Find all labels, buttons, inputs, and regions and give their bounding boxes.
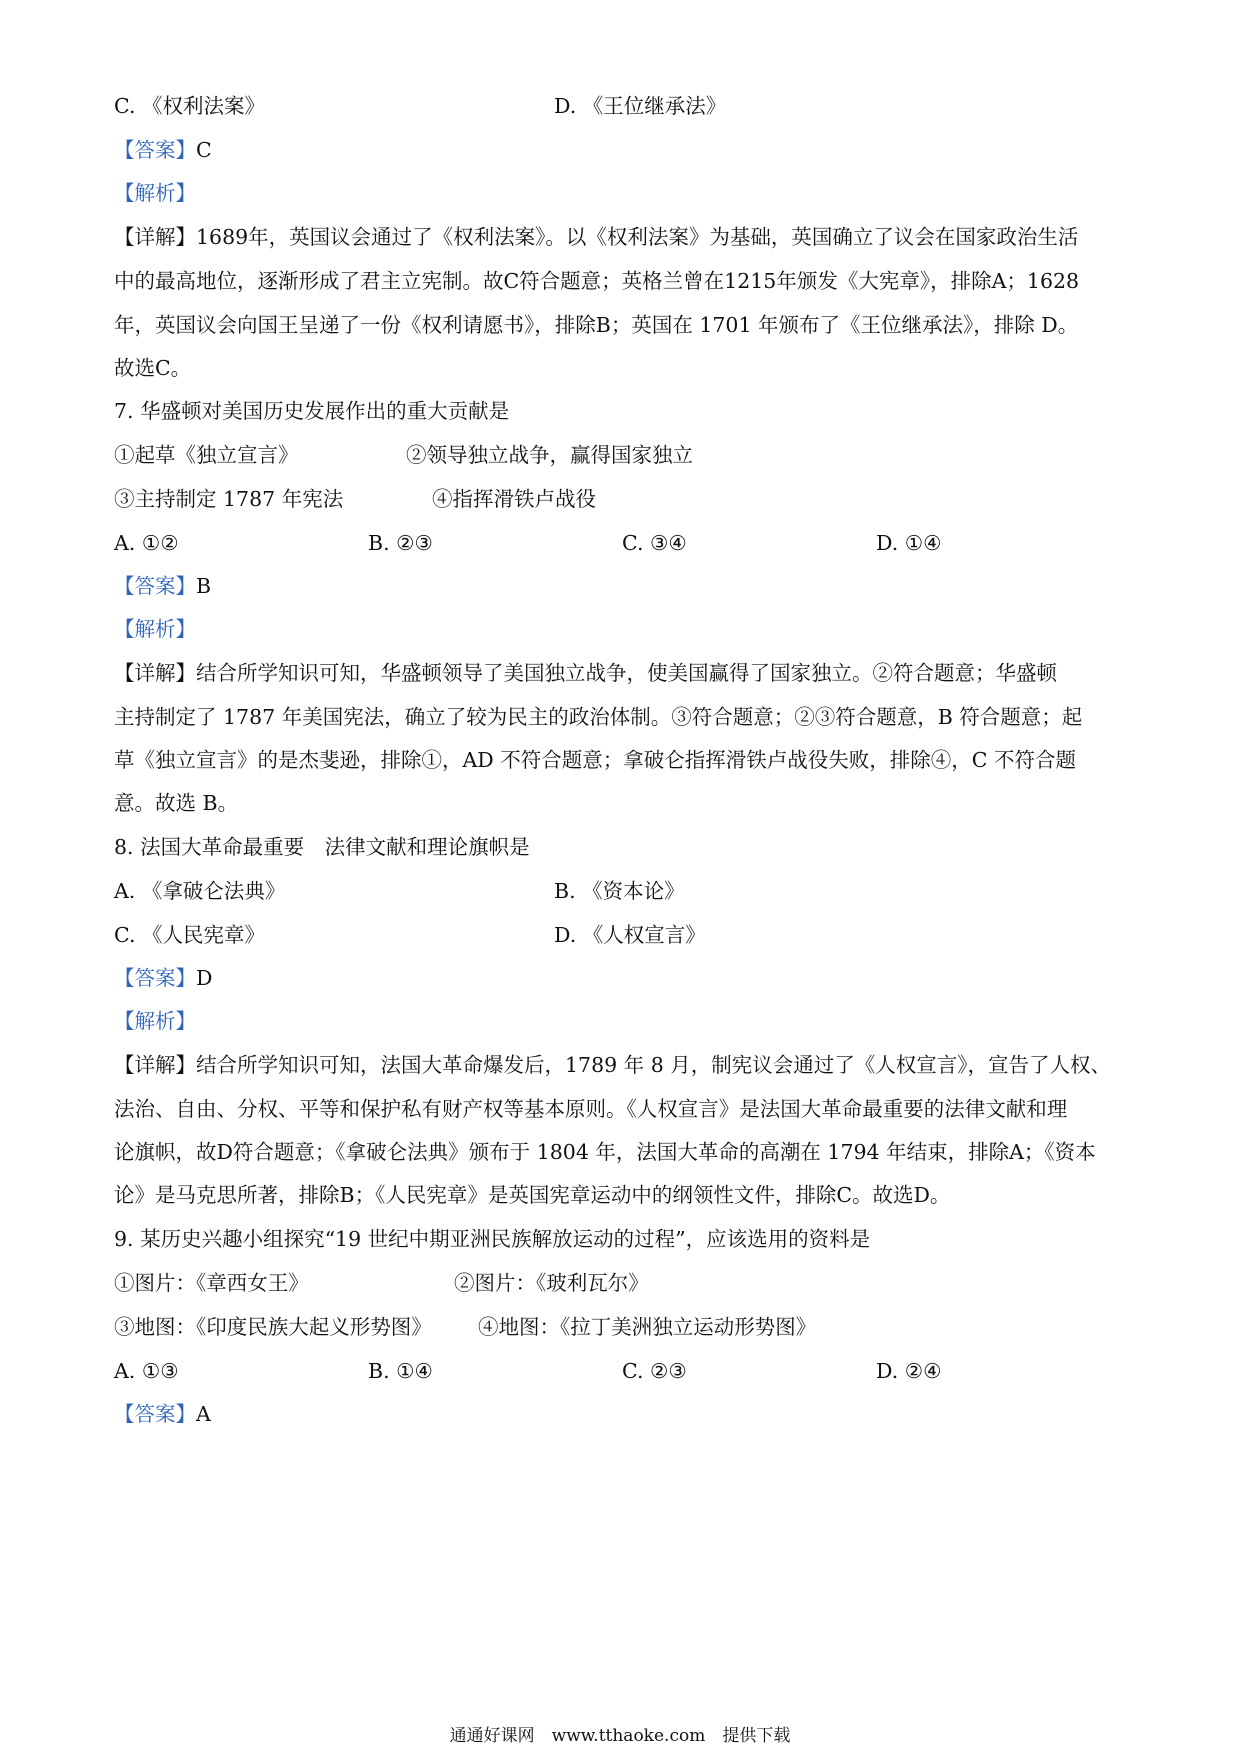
q8-detail-line-1	[114, 1045, 1134, 1085]
q7-items-row-2	[114, 479, 1134, 519]
q9-item-4: ④地图：《拉丁美洲独立运动形势图》	[478, 1315, 817, 1339]
q9-options-row	[114, 1351, 1134, 1391]
q7-item-3: ③主持制定 1787 年宪法	[114, 487, 344, 511]
q9-items-row-2	[114, 1307, 1134, 1347]
q8-option-d: D. 《人权宣言》	[554, 923, 706, 947]
q8-options-row-1	[114, 871, 1134, 911]
detail-tag: 【详解】	[114, 225, 196, 249]
q9-option-c: C. ②③	[622, 1359, 687, 1383]
q9-item-2: ②图片：《玻利瓦尔》	[454, 1271, 649, 1295]
q6-detail-line-2: 中的最高地位，逐渐形成了君主立宪制。故C符合题意；英格兰曾在1215年颁发《大宪章》，排除A；1628	[114, 269, 1080, 293]
q7-option-c: C. ③④	[622, 531, 687, 555]
q7-option-b: B. ②③	[368, 531, 433, 555]
answer-tag: 【答案】	[114, 138, 196, 162]
analysis-tag: 【解析】	[114, 1009, 196, 1033]
q7-options-row	[114, 523, 1134, 563]
q8-detail-line-3: 论旗帜，故D符合题意；《拿破仑法典》颁布于 1804 年，法国大革命的高潮在 1794 年结束，排除A；《资本	[114, 1140, 1096, 1164]
q8-detail-line-2: 法治、自由、分权、平等和保护私有财产权等基本原则。《人权宣言》是法国大革命最重要的法律文献和理	[114, 1097, 1068, 1121]
q7-items-row-1	[114, 435, 1134, 475]
q9-option-a: A. ①③	[114, 1359, 179, 1383]
q8-option-c: C. 《人民宪章》	[114, 923, 265, 947]
q9-answer	[114, 1394, 1134, 1434]
q6-options-row	[114, 86, 1134, 126]
q7-item-1: ①起草《独立宣言》	[114, 443, 299, 467]
answer-tag: 【答案】	[114, 574, 196, 598]
q7-detail-line-1	[114, 653, 1134, 693]
page-footer: 通通好课网 www.tthaoke.com 提供下载	[449, 1726, 791, 1746]
analysis-tag: 【解析】	[114, 617, 196, 641]
q8-stem: 8. 法国大革命最重要 法律文献和理论旗帜是	[114, 835, 530, 859]
q6-answer	[114, 130, 1134, 170]
q9-option-d: D. ②④	[876, 1359, 942, 1383]
q9-option-b: B. ①④	[368, 1359, 433, 1383]
q9-item-1: ①图片：《章西女王》	[114, 1271, 309, 1295]
q7-answer	[114, 566, 1134, 606]
q9-item-3: ③地图：《印度民族大起义形势图》	[114, 1315, 432, 1339]
q7-analysis	[114, 609, 1134, 649]
q9-stem: 9. 某历史兴趣小组探究“19 世纪中期亚洲民族解放运动的过程”，应该选用的资料是	[114, 1227, 871, 1251]
detail-text: 1689年，英国议会通过了《权利法案》。以《权利法案》为基础，英国确立了议会在国家政治生活	[196, 225, 1079, 249]
q7-detail-line-3: 草《独立宣言》的是杰斐逊，排除①，AD 不符合题意；拿破仑指挥滑铁卢战役失败，排除④，C 不符合题	[114, 748, 1076, 772]
q7-stem: 7. 华盛顿对美国历史发展作出的重大贡献是	[114, 399, 510, 423]
detail-tag: 【详解】	[114, 661, 196, 685]
q7-option-d: D. ①④	[876, 531, 942, 555]
q8-analysis	[114, 1001, 1134, 1041]
answer-value: D	[196, 966, 213, 990]
answer-tag: 【答案】	[114, 966, 196, 990]
q9-items-row-1	[114, 1263, 1134, 1303]
answer-value: A	[196, 1402, 211, 1426]
q7-item-2: ②领导独立战争，赢得国家独立	[406, 443, 693, 467]
answer-tag: 【答案】	[114, 1402, 196, 1426]
q6-detail-line-1	[114, 217, 1134, 257]
q8-options-row-2	[114, 915, 1134, 955]
q8-option-b: B. 《资本论》	[554, 879, 685, 903]
q6-option-d: D. 《王位继承法》	[554, 94, 727, 118]
detail-text: 结合所学知识可知，华盛顿领导了美国独立战争，使美国赢得了国家独立。②符合题意；华盛顿	[196, 661, 1057, 685]
answer-value: C	[196, 138, 212, 162]
q8-option-a: A. 《拿破仑法典》	[114, 879, 286, 903]
q7-item-4: ④指挥滑铁卢战役	[432, 487, 596, 511]
q7-detail-line-4: 意。故选 B。	[114, 791, 239, 815]
q8-detail-line-4: 论》是马克思所著，排除B；《人民宪章》是英国宪章运动中的纲领性文件，排除C。故选D。	[114, 1183, 951, 1207]
q6-option-c: C. 《权利法案》	[114, 94, 265, 118]
q7-option-a: A. ①②	[114, 531, 179, 555]
q6-detail-line-3: 年，英国议会向国王呈递了一份《权利请愿书》，排除B；英国在 1701 年颁布了《王位继承法》，排除 D。	[114, 313, 1079, 337]
q8-answer	[114, 958, 1134, 998]
analysis-tag: 【解析】	[114, 181, 196, 205]
q7-detail-line-2: 主持制定了 1787 年美国宪法，确立了较为民主的政治体制。③符合题意；②③符合题意，B 符合题意；起	[114, 705, 1083, 729]
detail-tag: 【详解】	[114, 1053, 196, 1077]
answer-value: B	[196, 574, 212, 598]
q6-detail-line-4: 故选C。	[114, 356, 192, 380]
detail-text: 结合所学知识可知，法国大革命爆发后，1789 年 8 月，制宪议会通过了《人权宣言》，宣告了人权、	[196, 1053, 1112, 1077]
q6-analysis	[114, 173, 1134, 213]
